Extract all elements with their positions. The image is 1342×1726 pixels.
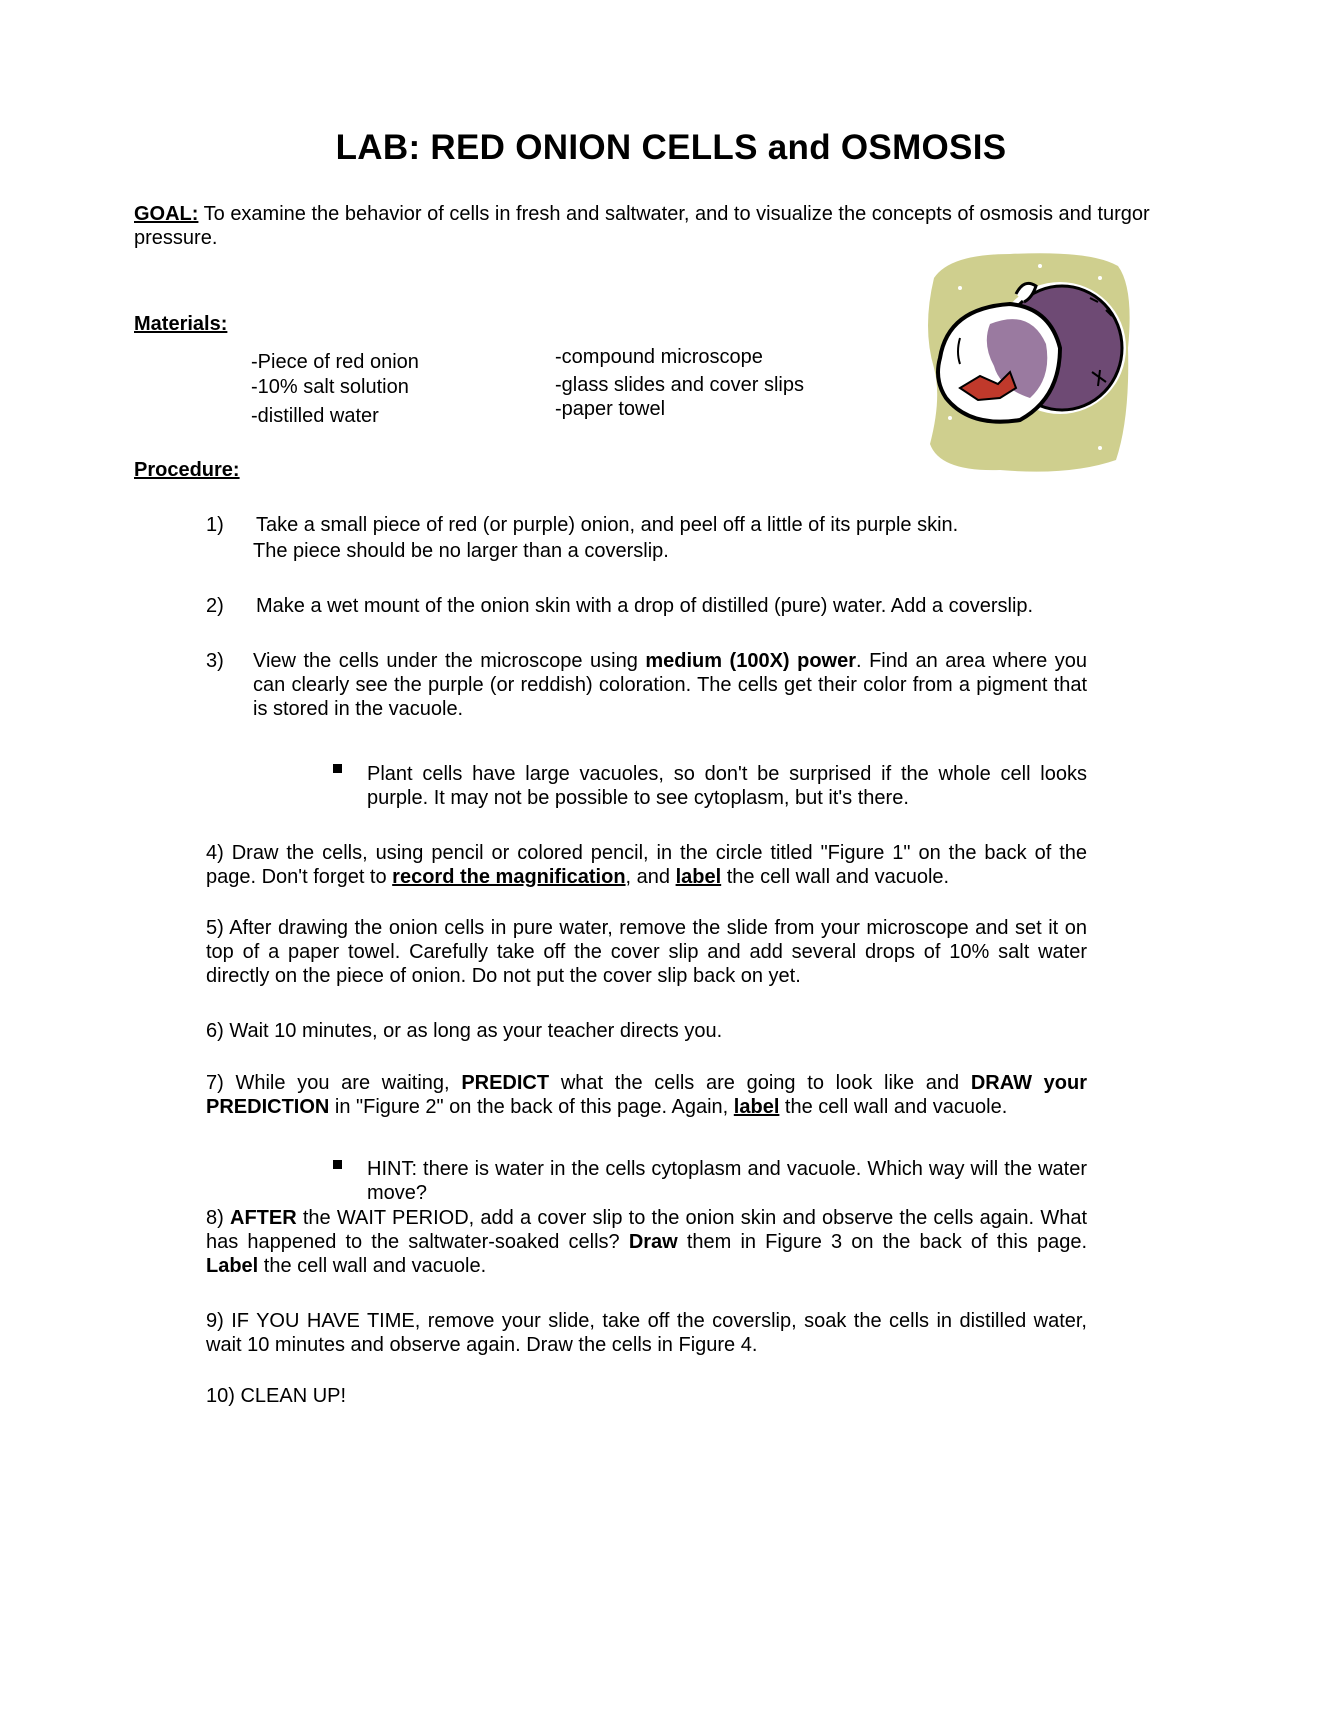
procedure-heading: Procedure: <box>134 459 240 481</box>
material-item: -distilled water <box>251 405 379 427</box>
material-item: -compound microscope <box>555 346 763 368</box>
material-item: -paper towel <box>555 398 666 420</box>
step1-line1: Take a small piece of red (or purple) onion, and peel off a little of its purple skin. <box>256 514 959 536</box>
step3-part: . Find an area where you can clearly see the purple (or reddish) coloration. The cells get their color from a pigment that is stored in the vacuole. <box>253 650 1087 720</box>
step7-emphasis: DRAW your PREDICTION <box>206 1072 1088 1118</box>
step8-part: them in Figure 3 on the back of this page. <box>677 1231 1087 1253</box>
step7-emphasis: PREDICT <box>461 1072 550 1094</box>
goal-section <box>134 202 1219 250</box>
step8-emphasis: Label <box>206 1255 259 1277</box>
goal-label: GOAL: <box>134 203 199 225</box>
step-number: 2) <box>206 595 224 617</box>
step4-text <box>206 841 1087 889</box>
step-number: 3) <box>206 650 224 672</box>
materials-col2 <box>555 343 804 423</box>
step8-part: the cell wall and vacuole. <box>258 1255 487 1277</box>
page-title: LAB: RED ONION CELLS and OSMOSIS <box>335 128 1007 167</box>
goal-text: To examine the behavior of cells in fresh and saltwater, and to visualize the concepts of osmosis and turgor pressure. <box>134 203 1150 249</box>
bullet2-text: HINT: there is water in the cells cytoplasm and vacuole. Which way will the water move? <box>367 1158 1087 1204</box>
step7-part: the cell wall and vacuole. <box>779 1096 1008 1118</box>
step7-part: in "Figure 2" on the back of this page. Again, <box>329 1096 734 1118</box>
step8-part: the WAIT PERIOD, add a cover slip to the onion skin and observe the cells again. What has happened to the saltwater-soaked cells? <box>206 1207 1087 1253</box>
step8-emphasis: AFTER <box>230 1207 297 1229</box>
step8-text <box>206 1206 1087 1278</box>
step3-text <box>253 649 1087 721</box>
step7-part: 7) While you are waiting, <box>206 1072 462 1094</box>
step4-part: 4) Draw the cells, using pencil or colored pencil, in the circle titled "Figure 1" on the back of the page. Don't forget to <box>206 842 1087 888</box>
bullet1-text: Plant cells have large vacuoles, so don't be surprised if the whole cell looks purple. It may not be possible to see cytoplasm, but it's there. <box>367 763 1087 809</box>
material-item: -glass slides and cover slips <box>555 374 804 396</box>
bullet-square-icon <box>333 764 342 773</box>
step8-emphasis: Draw <box>628 1231 678 1253</box>
step7-emphasis: label <box>733 1096 780 1118</box>
step4-emphasis: label <box>675 866 722 888</box>
step3-part: View the cells under the microscope using <box>253 650 646 672</box>
step7-part: what the cells are going to look like and <box>549 1072 971 1094</box>
step7-text <box>206 1071 1087 1119</box>
step-number: 1) <box>206 514 224 536</box>
onion-clipart-icon <box>920 248 1138 480</box>
step10-text: 10) CLEAN UP! <box>206 1385 347 1407</box>
step5-text: 5) After drawing the onion cells in pure water, remove the slide from your microscope and set it on top of a paper towel. Carefully take off the cover slip and add several drops of 10% salt water directly on the piece of onion. Do not put the cover slip back on yet. <box>206 917 1087 987</box>
material-item: -Piece of red onion <box>251 351 419 373</box>
step4-part: the cell wall and vacuole. <box>721 866 950 888</box>
step4-part: , and <box>625 866 676 888</box>
step8-part: 8) <box>206 1207 230 1229</box>
step1-line2: The piece should be no larger than a coverslip. <box>253 540 669 562</box>
bullet-square-icon <box>333 1160 342 1169</box>
step6-text: 6) Wait 10 minutes, or as long as your teacher directs you. <box>206 1020 723 1042</box>
material-item: -10% salt solution <box>251 376 409 398</box>
step4-emphasis: record the magnification <box>392 866 626 888</box>
materials-heading: Materials: <box>134 313 228 335</box>
materials-col1 <box>251 348 419 430</box>
step2-text: Make a wet mount of the onion skin with a drop of distilled (pure) water. Add a coverslip. <box>256 595 1034 617</box>
step3-emphasis: medium (100X) power <box>645 650 856 672</box>
step9-text: 9) IF YOU HAVE TIME, remove your slide, take off the coverslip, soak the cells in distilled water, wait 10 minutes and observe again. Draw the cells in Figure 4. <box>206 1310 1087 1356</box>
